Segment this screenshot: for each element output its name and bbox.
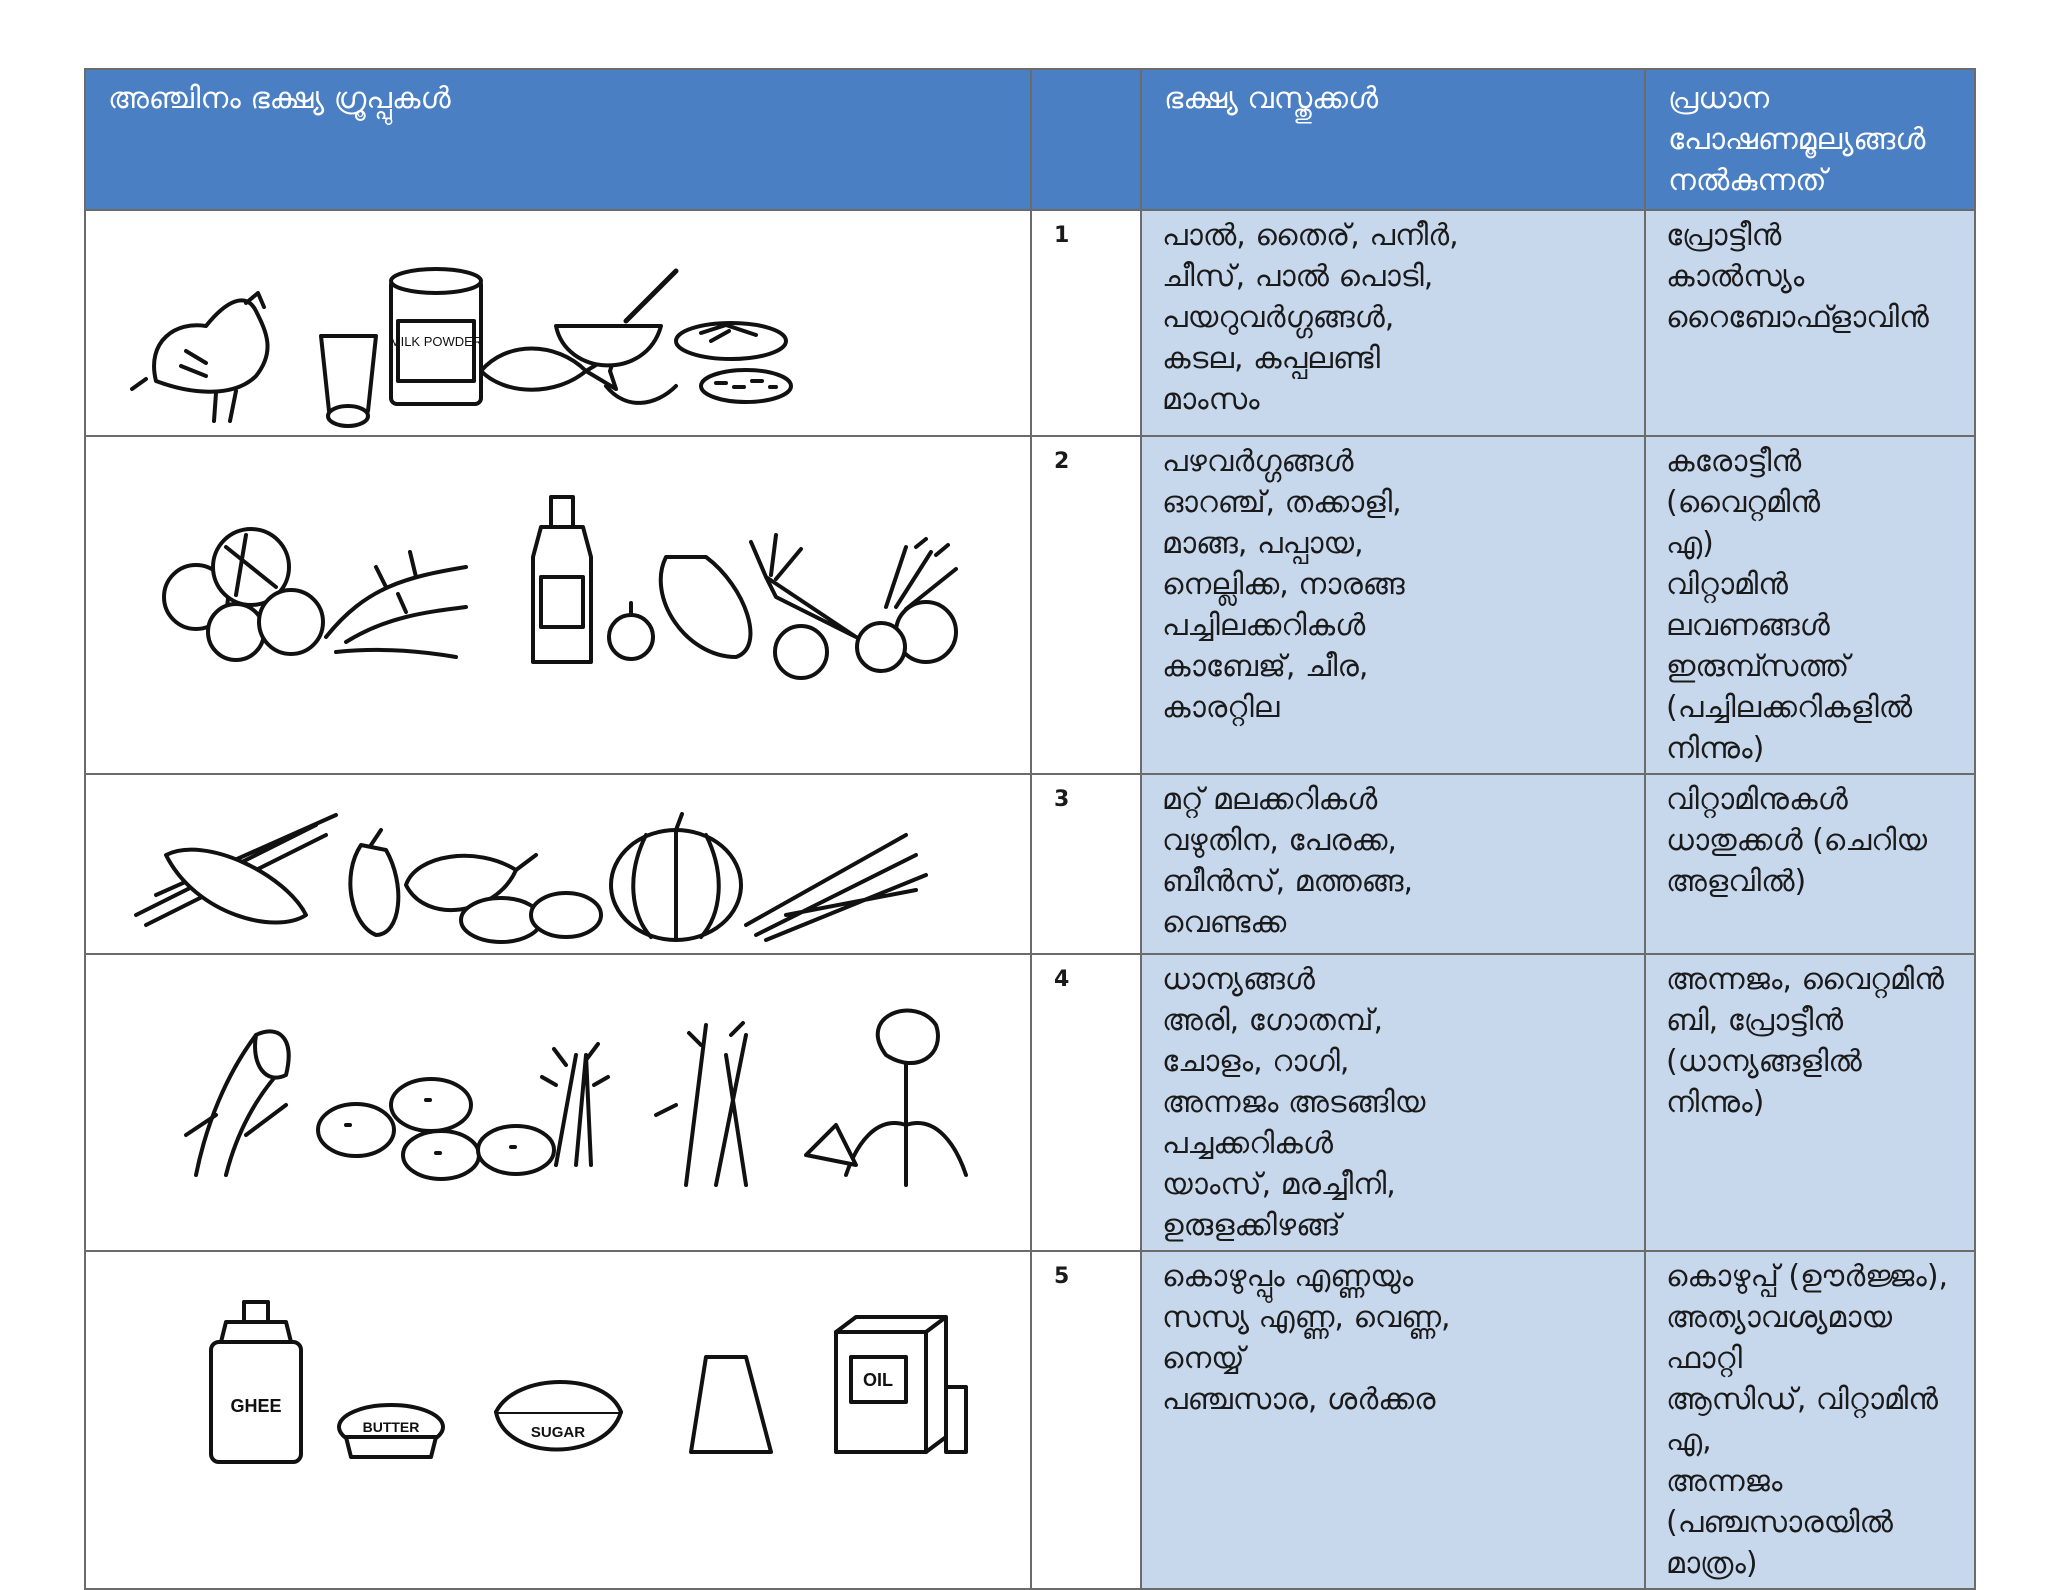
nutrients-cell <box>1645 1251 1975 1589</box>
row-number-cell <box>1031 954 1141 1251</box>
row-number-cell <box>1031 436 1141 774</box>
food-group-illustration-cell <box>85 210 1031 436</box>
table-header-row <box>85 69 1975 210</box>
row-number: 2 <box>1054 449 1070 474</box>
onion-icon <box>609 603 653 659</box>
cucumber-icon <box>166 850 306 923</box>
leafy-greens-icon <box>326 552 466 657</box>
potatoes-icon <box>318 1079 554 1179</box>
header-number <box>1031 69 1141 210</box>
oil-tin-icon <box>836 1317 966 1452</box>
row-number: 5 <box>1054 1264 1070 1289</box>
sugar-bowl-icon <box>496 1382 621 1450</box>
bowl-icon <box>556 271 676 365</box>
table-row <box>85 436 1975 774</box>
row-number: 1 <box>1054 223 1070 248</box>
herb-bunch-icon <box>886 539 956 609</box>
pumpkin-icon <box>611 814 741 940</box>
plate-icon <box>676 323 791 402</box>
food-group-illustration-cell <box>85 774 1031 954</box>
food-group-illustration-cell <box>85 954 1031 1251</box>
table-row <box>85 774 1975 954</box>
nutrients-text: കൊഴുപ്പ് (ഊർജ്ജം), അത്യാവശ്യമായ ഫാറ്റി ആസിഡ്, വിറ്റാമിൻ എ, അന്നജം (പഞ്ചസാരയിൽ മാത്രം) <box>1666 1259 1949 1581</box>
nutrients-text: വിറ്റാമിനുകൾ ധാതുക്കൾ (ചെറിയ അളവിൽ) <box>1666 782 1928 899</box>
corn-plant-icon <box>186 1031 289 1175</box>
table-row <box>85 954 1975 1251</box>
food-items-cell <box>1141 954 1645 1251</box>
hen-icon <box>132 293 268 421</box>
sugar-label: SUGAR <box>530 1424 586 1441</box>
header-nutrients: പ്രധാന പോഷണമൂല്യങ്ങൾ നൽകുന്നത് <box>1645 69 1975 210</box>
food-items-cell <box>1141 210 1645 436</box>
table-row <box>85 210 1975 436</box>
food-items-text: കൊഴുപ്പും എണ്ണയും സസ്യ എണ്ണ, വെണ്ണ, നെയ്യ് പഞ്ചസാര, ശർക്കര <box>1162 1259 1451 1417</box>
milk-powder-tin-icon <box>390 269 482 404</box>
brinjal-icon <box>350 830 601 942</box>
food-groups-table <box>84 68 1976 1590</box>
food-group-illustration-cell <box>85 436 1031 774</box>
carrot-icon <box>751 535 856 637</box>
nutrients-text: പ്രോട്ടീൻ കാൽസ്യം റൈബോഫ്ളാവിൻ <box>1666 218 1929 335</box>
food-items-text: പഴവർഗ്ഗങ്ങൾ ഓറഞ്ച്, തക്കാളി, മാങ്ങ, പപ്പായ, നെല്ലിക്ക, നാരങ്ങ പച്ചിലക്കറികൾ കാബേജ്, ചീര, കാരറ്റില <box>1162 444 1405 725</box>
jaggery-block-icon <box>691 1357 771 1452</box>
ghee-label: GHEE <box>230 1396 282 1416</box>
header-food-items: ഭക്ഷ്യ വസ്തുക്കൾ <box>1141 69 1645 210</box>
milk-label: MILK POWDER <box>389 334 483 349</box>
food-items-cell <box>1141 436 1645 774</box>
butter-label: BUTTER <box>362 1419 420 1435</box>
row-number-cell <box>1031 1251 1141 1589</box>
nutrients-text: കരോട്ടീൻ (വൈറ്റമിൻ എ) വിറ്റാമിൻ ലവണങ്ങൾ ഇരുമ്പ്സത്ത് (പച്ചിലക്കറികളിൽ നിന്നും) <box>1666 444 1913 766</box>
food-items-text: പാൽ, തൈര്, പനീർ, ചീസ്, പാൽ പൊടി, പയറുവർഗ്ഗങ്ങൾ, കടല, കപ്പലണ്ടി മാംസം <box>1162 218 1459 417</box>
fruit-pile-icon <box>164 529 323 660</box>
nutrients-cell <box>1645 436 1975 774</box>
row-number-cell <box>1031 774 1141 954</box>
tomato-icon <box>775 602 956 678</box>
food-items-text: ധാന്യങ്ങൾ അരി, ഗോതമ്പ്, ചോളം, റാഗി, അന്നജം അടങ്ങിയ പച്ചക്കറികൾ യാംസ്, മരച്ചീനി, ഉരുളക്കിഴങ്ങ് <box>1162 962 1426 1243</box>
dairy-meat-pulses-illustration <box>86 211 986 433</box>
food-group-illustration-cell <box>85 1251 1031 1589</box>
lady-finger-icon <box>746 835 926 940</box>
nutrients-text: അന്നജം, വൈറ്റമിൻ ബി, പ്രോട്ടീൻ (ധാന്യങ്ങളിൽ നിന്നും) <box>1666 962 1944 1120</box>
nutrients-cell <box>1645 774 1975 954</box>
oil-label: OIL <box>863 1370 893 1390</box>
row-number: 4 <box>1054 967 1070 992</box>
food-items-cell <box>1141 774 1645 954</box>
butter-dish-icon <box>339 1405 443 1457</box>
fats-oils-sugar-illustration <box>86 1252 986 1496</box>
millet-plant-icon <box>656 1023 746 1185</box>
bottle-icon <box>533 497 591 662</box>
fruits-greens-illustration <box>86 437 986 725</box>
row-number: 3 <box>1054 787 1070 812</box>
papaya-icon <box>661 557 751 657</box>
nutrients-cell <box>1645 210 1975 436</box>
nutrients-cell <box>1645 954 1975 1251</box>
row-number-cell <box>1031 210 1141 436</box>
tuber-plant-icon <box>806 1011 966 1185</box>
header-food-groups: അഞ്ചിനം ഭക്ഷ്യ ഗ്രൂപ്പുകൾ <box>85 69 1031 210</box>
vegetables-illustration <box>86 775 986 951</box>
food-items-text: മറ്റ് മലക്കറികൾ വഴുതിന, പേരക്ക, ബീൻസ്, മത്തങ്ങ, വെണ്ടക്ക <box>1162 782 1414 940</box>
cereals-illustration <box>86 955 986 1242</box>
glass-icon <box>321 336 376 426</box>
ghee-jar-icon <box>211 1302 301 1462</box>
food-items-cell <box>1141 1251 1645 1589</box>
table-row <box>85 1251 1975 1589</box>
